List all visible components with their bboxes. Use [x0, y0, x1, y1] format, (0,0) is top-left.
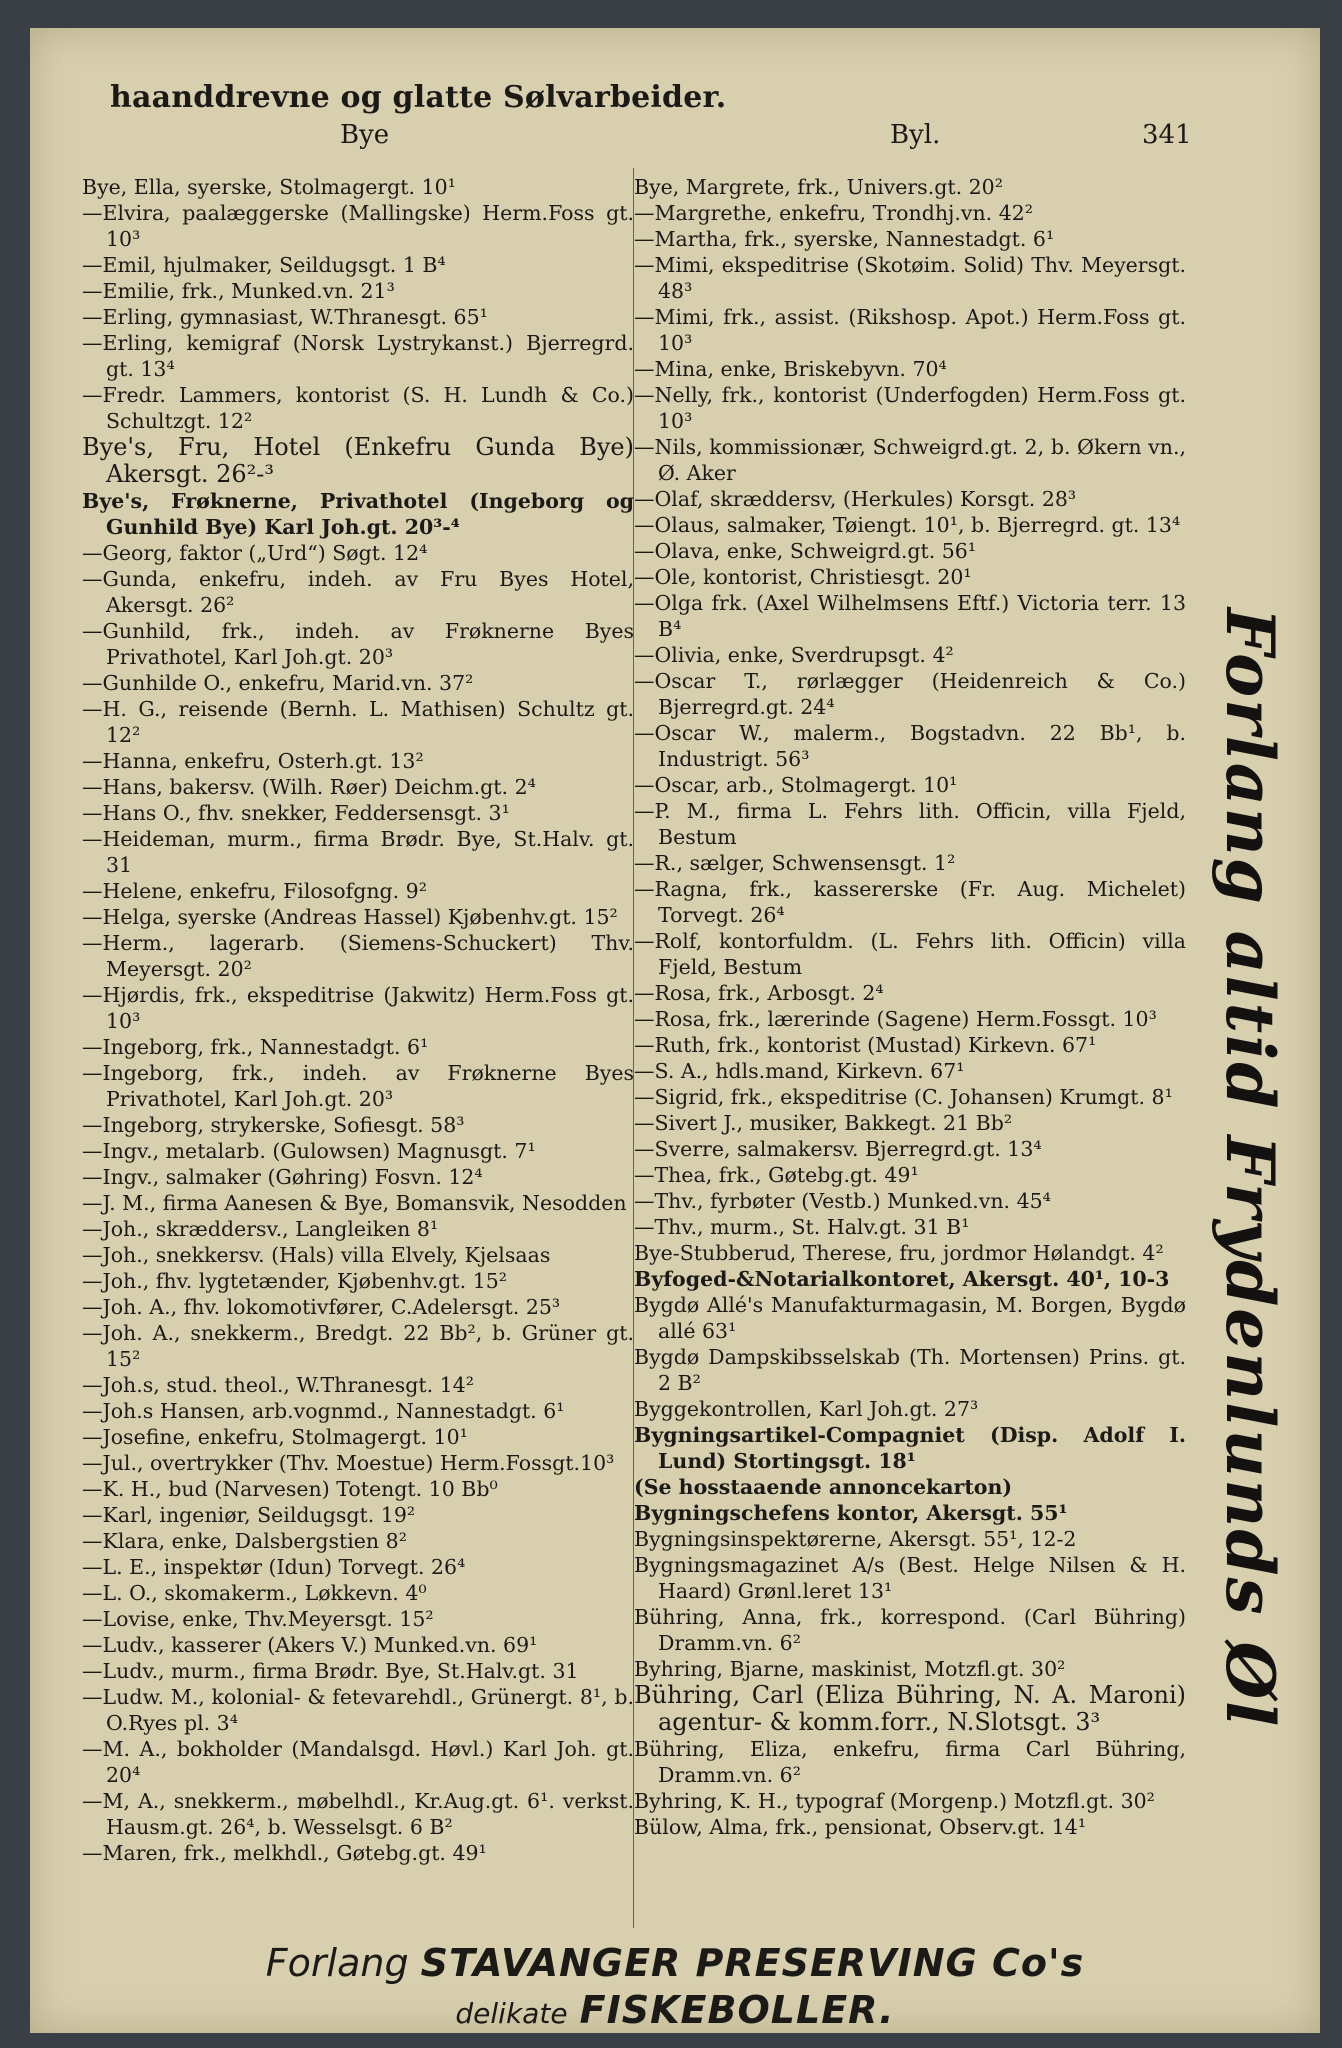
directory-entry: —Fredr. Lammers, kontorist (S. H. Lundh & Co.) Schultzgt. 12² [82, 383, 634, 433]
directory-entry: —H. G., reisende (Bernh. L. Mathisen) Schultz gt. 12² [82, 697, 634, 747]
directory-entry: —Ingeborg, frk., indeh. av Frøknerne Byes Privathotel, Karl Joh.gt. 20³ [82, 1061, 634, 1111]
top-banner-text: haanddrevne og glatte Sølvarbeider. [110, 80, 727, 115]
directory-entry: —Martha, frk., syerske, Nannestadgt. 6¹ [634, 227, 1055, 251]
directory-entry: —Jul., overtrykker (Thv. Moestue) Herm.Fossgt.10³ [82, 1451, 615, 1475]
directory-entry: Bygningsmagazinet A/s (Best. Helge Nilsen & H. Haard) Grønl.leret 13¹ [634, 1553, 1186, 1603]
directory-entry: Bühring, Carl (Eliza Bühring, N. A. Maroni) agentur- & komm.forr., N.Slotsgt. 3³ [634, 1681, 1186, 1736]
directory-page [30, 28, 1320, 2033]
directory-entry: —Gunhilde O., enkefru, Marid.vn. 37² [82, 671, 474, 695]
directory-entry: —Joh. A., snekkerm., Bredgt. 22 Bb², b. Grüner gt. 15² [82, 1321, 634, 1371]
directory-entry: Bygningschefens kontor, Akersgt. 55¹ [634, 1501, 1068, 1525]
directory-entry: —Georg, faktor („Urd“) Søgt. 12⁴ [82, 541, 428, 565]
directory-entry: —Ole, kontorist, Christiesgt. 20¹ [634, 565, 972, 589]
directory-entry: —Maren, frk., melkhdl., Gøtebg.gt. 49¹ [82, 1841, 487, 1865]
directory-entry: —Ludv., kasserer (Akers V.) Munked.vn. 69¹ [82, 1633, 538, 1657]
directory-entry: —R., sælger, Schwensensgt. 1² [634, 851, 956, 875]
directory-entry: Bülow, Alma, frk., pensionat, Observ.gt. 14¹ [634, 1815, 1087, 1839]
directory-entry: —Joh.s, stud. theol., W.Thranesgt. 14² [82, 1373, 474, 1397]
directory-entry: —Oscar T., rørlægger (Heidenreich & Co.) Bjerregrd.gt. 24⁴ [634, 669, 1186, 719]
directory-entry: —Gunhild, frk., indeh. av Frøknerne Byes Privathotel, Karl Joh.gt. 20³ [82, 619, 634, 669]
directory-entry: Byggekontrollen, Karl Joh.gt. 27³ [634, 1397, 979, 1421]
directory-entry: —Heideman, murm., firma Brødr. Bye, St.Halv. gt. 31 [82, 827, 634, 877]
directory-entry: —Ruth, frk., kontorist (Mustad) Kirkevn. 67¹ [634, 1033, 1097, 1057]
directory-entry: —M. A., bokholder (Mandalsgd. Høvl.) Karl Joh. gt. 20⁴ [82, 1737, 634, 1787]
directory-entry: —Ludv., murm., firma Brødr. Bye, St.Halv.gt. 31 [82, 1659, 579, 1683]
left-column-heading: Bye [340, 120, 390, 150]
directory-entry: —Ragna, frk., kassererske (Fr. Aug. Michelet) Torvegt. 26⁴ [634, 877, 1186, 927]
directory-entry: Bygningsinspektørerne, Akersgt. 55¹, 12-2 [634, 1527, 1077, 1551]
directory-entry: —Ingv., metalarb. (Gulowsen) Magnusgt. 7¹ [82, 1139, 536, 1163]
directory-entry: —Nils, kommissionær, Schweigrd.gt. 2, b. Økern vn., Ø. Aker [634, 435, 1186, 485]
side-ad-text: Forlang altid Frydenlunds Øl [1211, 607, 1289, 1729]
directory-entry: Byfoged-&Notarialkontoret, Akersgt. 40¹, 10-3 [634, 1267, 1170, 1291]
directory-entry: —Olivia, enke, Sverdrupsgt. 4² [634, 643, 954, 667]
directory-entry: —J. M., firma Aanesen & Bye, Bomansvik, Nesodden [82, 1191, 627, 1215]
directory-entry: Bygningsartikel-Compagniet (Disp. Adolf I. Lund) Stortingsgt. 18¹ [634, 1423, 1186, 1473]
directory-entry: —Emilie, frk., Munked.vn. 21³ [82, 279, 395, 303]
directory-entry: —M, A., snekkerm., møbelhdl., Kr.Aug.gt. 6¹. verkst. Hausm.gt. 26⁴, b. Wesselsgt. 6 B² [82, 1789, 634, 1839]
directory-entry: —Emil, hjulmaker, Seildugsgt. 1 B⁴ [82, 253, 446, 277]
directory-entry: Byhring, Bjarne, maskinist, Motzfl.gt. 30² [634, 1657, 1066, 1681]
directory-entry: —Oscar W., malerm., Bogstadvn. 22 Bb¹, b. Industrigt. 56³ [634, 721, 1186, 771]
directory-entry: —Thv., fyrbøter (Vestb.) Munked.vn. 45⁴ [634, 1189, 1051, 1213]
directory-entry: —Sivert J., musiker, Bakkegt. 21 Bb² [634, 1111, 1013, 1135]
directory-entry: —Olaus, salmaker, Tøiengt. 10¹, b. Bjerregrd. gt. 13⁴ [634, 513, 1181, 537]
directory-entry: —Karl, ingeniør, Seildugsgt. 19² [82, 1503, 416, 1527]
directory-entry: —Lovise, enke, Thv.Meyersgt. 15² [82, 1607, 434, 1631]
directory-entry: —Ingv., salmaker (Gøhring) Fosvn. 12⁴ [82, 1165, 483, 1189]
directory-entry: —Margrethe, enkefru, Trondhj.vn. 42² [634, 201, 1034, 225]
directory-entry: —Joh.s Hansen, arb.vognmd., Nannestadgt. 6¹ [82, 1399, 565, 1423]
directory-entry: —Klara, enke, Dalsbergstien 8² [82, 1529, 407, 1553]
directory-entry: —Josefine, enkefru, Stolmagergt. 10¹ [82, 1425, 468, 1449]
directory-entry: —Gunda, enkefru, indeh. av Fru Byes Hotel, Akersgt. 26² [82, 567, 634, 617]
directory-entry: —Hans O., fhv. snekker, Feddersensgt. 3¹ [82, 801, 510, 825]
directory-entry: —Sigrid, frk., ekspeditrise (C. Johansen) Krumgt. 8¹ [634, 1085, 1173, 1109]
directory-entry: —Ingeborg, frk., Nannestadgt. 6¹ [82, 1035, 429, 1059]
directory-entry: (Se hosstaaende annoncekarton) [634, 1475, 1013, 1499]
directory-entry: —Thv., murm., St. Halv.gt. 31 B¹ [634, 1215, 970, 1239]
footer-ad-forlang: Forlang [265, 1941, 409, 1985]
directory-entry: —Olava, enke, Schweigrd.gt. 56¹ [634, 539, 977, 563]
directory-entry: —Mimi, frk., assist. (Rikshosp. Apot.) Herm.Foss gt. 10³ [634, 305, 1186, 355]
directory-entry: —Olaf, skræddersv, (Herkules) Korsgt. 28³ [634, 487, 1077, 511]
directory-entry: —P. M., firma L. Fehrs lith. Officin, villa Fjeld, Bestum [634, 799, 1186, 849]
directory-entry: —Rosa, frk., lærerinde (Sagene) Herm.Fossgt. 10³ [634, 1007, 1157, 1031]
footer-ad-delikate: delikate [455, 1997, 568, 2030]
directory-entry: —Erling, kemigraf (Norsk Lystrykanst.) Bjerregrd. gt. 13⁴ [82, 331, 634, 381]
footer-ad-line-2 [30, 1988, 1320, 2032]
right-column-heading: Byl. [890, 120, 941, 150]
directory-entry: —Joh., snekkersv. (Hals) villa Elvely, Kjelsaas [82, 1243, 551, 1267]
directory-entry: Byhring, K. H., typograf (Morgenp.) Motzfl.gt. 30² [634, 1789, 1155, 1813]
directory-entry: —Hans, bakersv. (Wilh. Røer) Deichm.gt. 2⁴ [82, 775, 536, 799]
directory-entry: Bye's, Fru, Hotel (Enkefru Gunda Bye) Akersgt. 26²-³ [82, 433, 634, 488]
directory-entry: —Rosa, frk., Arbosgt. 2⁴ [634, 981, 884, 1005]
directory-entry: Bye, Ella, syerske, Stolmagergt. 10¹ [82, 175, 456, 199]
directory-entry: Bühring, Anna, frk., korrespond. (Carl Bühring) Dramm.vn. 6² [634, 1605, 1186, 1655]
right-column [634, 174, 1186, 1840]
directory-entry: —Erling, gymnasiast, W.Thranesgt. 65¹ [82, 305, 488, 329]
directory-entry: Bye's, Frøknerne, Privathotel (Ingeborg og Gunhild Bye) Karl Joh.gt. 20³-⁴ [82, 489, 634, 539]
directory-entry: —Helga, syerske (Andreas Hassel) Kjøbenhv.gt. 15² [82, 905, 618, 929]
directory-entry: —Helene, enkefru, Filosofgng. 9² [82, 879, 427, 903]
directory-entry: —S. A., hdls.mand, Kirkevn. 67¹ [634, 1059, 965, 1083]
directory-entry: —Ingeborg, strykerske, Sofiesgt. 58³ [82, 1113, 465, 1137]
side-advertisement [1200, 548, 1300, 1788]
directory-entry: —K. H., bud (Narvesen) Totengt. 10 Bb⁰ [82, 1477, 498, 1501]
directory-entry: —Sverre, salmakersv. Bjerregrd.gt. 13⁴ [634, 1137, 1042, 1161]
footer-ad-line-1 [30, 1941, 1320, 1985]
directory-entry: —Olga frk. (Axel Wilhelmsens Eftf.) Victoria terr. 13 B⁴ [634, 591, 1186, 641]
directory-entry: Bühring, Eliza, enkefru, firma Carl Bühring, Dramm.vn. 6² [634, 1737, 1186, 1787]
directory-entry: —Mimi, ekspeditrise (Skotøim. Solid) Thv. Meyersgt. 48³ [634, 253, 1186, 303]
directory-entry: —Hanna, enkefru, Osterh.gt. 13² [82, 749, 424, 773]
page-number: 341 [1142, 120, 1192, 150]
directory-entry: Bygdø Dampskibsselskab (Th. Mortensen) Prins. gt. 2 B² [634, 1345, 1186, 1395]
directory-entry: —Joh., skræddersv., Langleiken 8¹ [82, 1217, 439, 1241]
directory-entry: —Nelly, frk., kontorist (Underfogden) Herm.Foss gt. 10³ [634, 383, 1186, 433]
directory-entry: —Mina, enke, Briskebyvn. 70⁴ [634, 357, 947, 381]
directory-entry: —L. E., inspektør (Idun) Torvegt. 26⁴ [82, 1555, 466, 1579]
directory-entry: —Oscar, arb., Stolmagergt. 10¹ [634, 773, 958, 797]
directory-entry: —Hjørdis, frk., ekspeditrise (Jakwitz) Herm.Foss gt. 10³ [82, 983, 634, 1033]
directory-entry: Bye, Margrete, frk., Univers.gt. 20² [634, 175, 1003, 199]
directory-entry: Bygdø Allé's Manufakturmagasin, M. Borgen, Bygdø allé 63¹ [634, 1293, 1186, 1343]
directory-entry: —Herm., lagerarb. (Siemens-Schuckert) Thv. Meyersgt. 20² [82, 931, 634, 981]
directory-entry: —L. O., skomakerm., Løkkevn. 4⁰ [82, 1581, 427, 1605]
directory-entry: Bye-Stubberud, Therese, fru, jordmor Hølandgt. 4² [634, 1241, 1164, 1265]
directory-entry: —Ludw. M., kolonial- & fetevarehdl., Grünergt. 8¹, b. O.Ryes pl. 3⁴ [82, 1685, 634, 1735]
left-column [82, 174, 634, 1866]
directory-entry: —Joh., fhv. lygtetænder, Kjøbenhv.gt. 15² [82, 1269, 507, 1293]
footer-ad-brand: STAVANGER PRESERVING Co's [420, 1941, 1085, 1985]
directory-entry: —Joh. A., fhv. lokomotivfører, C.Adelersgt. 25³ [82, 1295, 561, 1319]
directory-entry: —Rolf, kontorfuldm. (L. Fehrs lith. Officin) villa Fjeld, Bestum [634, 929, 1186, 979]
directory-entry: —Thea, frk., Gøtebg.gt. 49¹ [634, 1163, 919, 1187]
footer-ad-product: FISKEBOLLER. [579, 1988, 895, 2032]
directory-entry: —Elvira, paalæggerske (Mallingske) Herm.Foss gt. 10³ [82, 201, 634, 251]
